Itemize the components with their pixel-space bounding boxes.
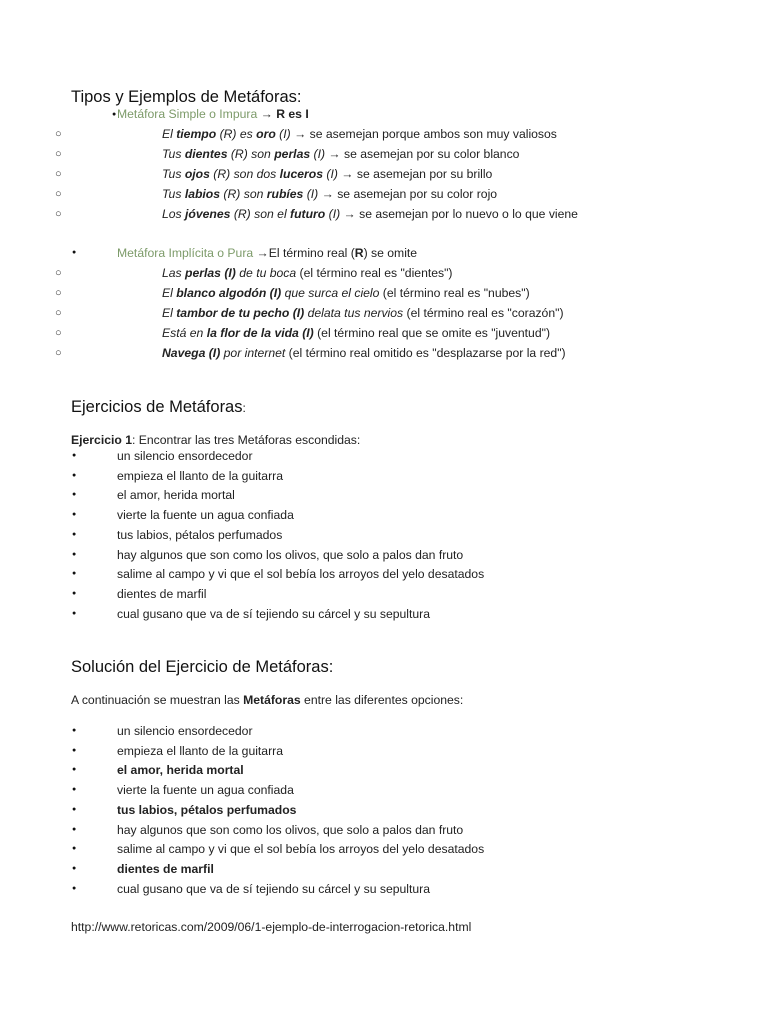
explanation: → se asemejan por lo nuevo o lo que viene (343, 207, 578, 221)
group1-formula: R es I (276, 107, 309, 121)
rest: que surca el cielo (281, 286, 380, 300)
image-term: rubíes (266, 187, 304, 201)
solution-item: el amor, herida mortal (117, 763, 244, 778)
circle-marker: ○ (55, 188, 62, 200)
group2-label: Metáfora Implícita o Pura (117, 246, 254, 260)
circle-marker: ○ (55, 327, 62, 339)
metaphor-example: Los jóvenes (R) son el futuro (I) → se asemejan por lo nuevo o lo que viene (162, 207, 578, 221)
intro-c: entre las diferentes opciones: (300, 693, 464, 707)
bullet-marker: ● (72, 511, 77, 519)
lead: El (162, 286, 177, 300)
real-term: ojos (184, 167, 210, 181)
metaphor-example: Tus dientes (R) son perlas (I) → se asemejan por su color blanco (162, 147, 520, 161)
circle-marker: ○ (55, 168, 62, 180)
group1-heading (117, 107, 309, 121)
explanation: (el término real es "nubes") (379, 286, 530, 300)
ejercicios-title: Ejercicios de Metáforas (71, 398, 243, 416)
explanation: → se asemejan porque ambos son muy valiosos (294, 127, 557, 141)
image-term: Navega (I) (162, 346, 221, 360)
explanation: (el término real omitido es "desplazarse por la red") (285, 346, 566, 360)
implicit-example (162, 266, 453, 280)
exercise-item: hay algunos que son como los olivos, que solo a palos dan fruto (117, 547, 464, 562)
group1-label: Metáfora Simple o Impura (117, 107, 258, 121)
solution-intro (71, 693, 463, 707)
metaphor-example: Tus labios (R) son rubíes (I) → se asemejan por su color rojo (162, 187, 498, 201)
solution-item: tus labios, pétalos perfumados (117, 802, 297, 817)
image-term: la flor de la vida (I) (206, 326, 314, 340)
explanation: → se asemejan por su color blanco (328, 147, 520, 161)
group2-heading (117, 246, 417, 260)
image-term: perlas (I) (185, 266, 236, 280)
bullet-marker: ● (72, 746, 77, 754)
bullet-marker: ● (72, 766, 77, 774)
circle-marker: ○ (55, 347, 62, 359)
solution-item: salime al campo y vi que el sol bebía los arroyos del yelo desatados (117, 842, 485, 857)
bullet-marker: ● (72, 805, 77, 813)
exercise-item: salime al campo y vi que el sol bebía los arroyos del yelo desatados (117, 567, 485, 582)
circle-marker: ○ (55, 267, 62, 279)
exercise-item: un silencio ensordecedor (117, 449, 253, 463)
bullet-marker: ● (72, 471, 77, 479)
section-title-tipos: Tipos y Ejemplos de Metáforas: (71, 88, 302, 106)
bullet-marker: ● (112, 111, 117, 118)
rest: por internet (220, 346, 286, 360)
rest: de tu boca (235, 266, 297, 280)
lead: El (162, 306, 177, 320)
lead: Está en (162, 326, 207, 340)
arrow: → (256, 246, 269, 260)
ejercicios-colon: : (242, 401, 246, 415)
image-term: oro (256, 127, 276, 141)
bullet-marker: ● (72, 884, 77, 892)
exercise-item: tus labios, pétalos perfumados (117, 527, 283, 542)
circle-marker: ○ (55, 128, 62, 140)
source-url[interactable]: http://www.retoricas.com/2009/06/1-ejemplo-de-interrogacion-retorica.html (71, 920, 472, 934)
solution-item: un silencio ensordecedor (117, 724, 253, 738)
implicit-example (162, 326, 550, 340)
bullet-marker: ● (72, 550, 77, 558)
bullet-marker: ● (72, 589, 77, 597)
group2-text-a: El término real ( (268, 246, 355, 260)
intro-b: Metáforas (243, 693, 301, 707)
image-term: perlas (274, 147, 311, 161)
bullet-marker: ● (72, 609, 77, 617)
explanation: → se asemejan por su brillo (341, 167, 493, 181)
circle-marker: ○ (55, 307, 62, 319)
real-term: tiempo (176, 127, 217, 141)
circle-marker: ○ (55, 287, 62, 299)
real-term: jóvenes (185, 207, 231, 221)
implicit-example (162, 286, 530, 300)
solution-item: empieza el llanto de la guitarra (117, 743, 283, 758)
exercise-text: : Encontrar las tres Metáforas escondidas: (131, 433, 361, 447)
solution-item: hay algunos que son como los olivos, que solo a palos dan fruto (117, 822, 464, 837)
bullet-marker: ● (72, 786, 77, 794)
exercise-item: empieza el llanto de la guitarra (117, 468, 283, 483)
exercise-item: vierte la fuente un agua confiada (117, 508, 294, 523)
arrow: → (260, 107, 273, 121)
bullet-marker: ● (72, 845, 77, 853)
real-term: labios (184, 187, 221, 201)
explanation: (el término real es "corazón") (403, 306, 564, 320)
image-term: futuro (290, 207, 326, 221)
metaphor-example: Tus ojos (R) son dos luceros (I) → se asemejan por su brillo (162, 167, 493, 181)
intro-a: A continuación se muestran las (71, 693, 244, 707)
bullet-marker: ● (72, 530, 77, 538)
explanation: → se asemejan por su color rojo (321, 187, 498, 201)
rest: delata tus nervios (304, 306, 404, 320)
exercise-label: Ejercicio 1 (71, 433, 132, 447)
solution-item: vierte la fuente un agua confiada (117, 783, 294, 798)
bullet-marker: ● (72, 864, 77, 872)
image-term: luceros (279, 167, 323, 181)
image-term: blanco algodón (I) (176, 286, 282, 300)
section-title-solucion: Solución del Ejercicio de Metáforas: (71, 658, 334, 676)
section-title-ejercicios (71, 398, 246, 417)
bullet-marker: ● (72, 825, 77, 833)
metaphor-example: El tiempo (R) es oro (I) → se asemejan porque ambos son muy valiosos (162, 127, 557, 141)
bullet-marker: ● (72, 452, 77, 459)
implicit-example (162, 306, 564, 320)
circle-marker: ○ (55, 208, 62, 220)
bullet-marker: ● (72, 249, 77, 256)
bullet-marker: ● (72, 727, 77, 734)
exercise-item: el amor, herida mortal (117, 488, 235, 503)
group2-text-b: ) se omite (363, 246, 418, 260)
bullet-marker: ● (72, 491, 77, 499)
lead: Las (162, 266, 186, 280)
explanation: (el término real que se omite es "juventud") (313, 326, 550, 340)
real-term: dientes (184, 147, 228, 161)
solution-item: dientes de marfil (117, 861, 214, 876)
image-term: tambor de tu pecho (I) (176, 306, 305, 320)
bullet-marker: ● (72, 570, 77, 578)
explanation: (el término real es "dientes") (296, 266, 453, 280)
exercise-line (71, 433, 360, 447)
solution-item: cual gusano que va de sí tejiendo su cárcel y su sepultura (117, 881, 431, 896)
exercise-item: cual gusano que va de sí tejiendo su cárcel y su sepultura (117, 606, 431, 621)
exercise-item: dientes de marfil (117, 586, 207, 601)
circle-marker: ○ (55, 148, 62, 160)
group2-r: R (354, 246, 364, 260)
implicit-example (162, 346, 566, 360)
